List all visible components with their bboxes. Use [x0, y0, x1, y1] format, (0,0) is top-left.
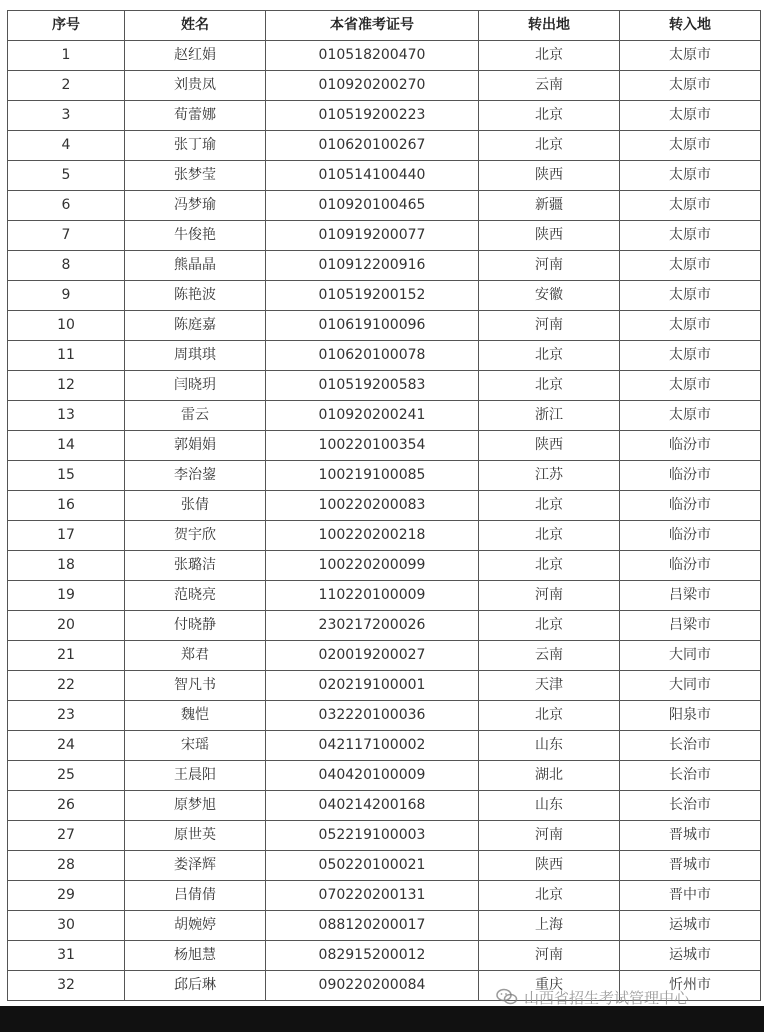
- cell-to: 运城市: [620, 911, 761, 941]
- cell-name: 陈艳波: [125, 281, 266, 311]
- table-row: [8, 491, 761, 521]
- cell-exam-number: 040420100009: [266, 761, 479, 791]
- cell-from: 新疆: [479, 191, 620, 221]
- cell-exam-number: 010919200077: [266, 221, 479, 251]
- cell-exam-number: 100220200099: [266, 551, 479, 581]
- cell-to: 太原市: [620, 311, 761, 341]
- table-row: [8, 311, 761, 341]
- cell-name: 闫晓玥: [125, 371, 266, 401]
- cell-to: 晋中市: [620, 881, 761, 911]
- watermark: [496, 984, 689, 1010]
- cell-name: 郭娟娟: [125, 431, 266, 461]
- cell-from: 云南: [479, 71, 620, 101]
- cell-index: 9: [8, 281, 125, 311]
- cell-from: 北京: [479, 491, 620, 521]
- cell-from: 湖北: [479, 761, 620, 791]
- table-row: [8, 461, 761, 491]
- cell-to: 运城市: [620, 941, 761, 971]
- cell-to: 太原市: [620, 281, 761, 311]
- cell-index: 12: [8, 371, 125, 401]
- cell-exam-number: 100219100085: [266, 461, 479, 491]
- cell-name: 荀蕾娜: [125, 101, 266, 131]
- cell-exam-number: 010920200241: [266, 401, 479, 431]
- cell-from: 河南: [479, 251, 620, 281]
- cell-exam-number: 010519200223: [266, 101, 479, 131]
- table-row: [8, 551, 761, 581]
- cell-from: 陕西: [479, 221, 620, 251]
- table-row: [8, 131, 761, 161]
- cell-to: 大同市: [620, 671, 761, 701]
- table-row: [8, 731, 761, 761]
- cell-to: 晋城市: [620, 851, 761, 881]
- cell-to: 长治市: [620, 761, 761, 791]
- cell-index: 19: [8, 581, 125, 611]
- cell-name: 原世英: [125, 821, 266, 851]
- cell-name: 原梦旭: [125, 791, 266, 821]
- table-row: [8, 611, 761, 641]
- cell-index: 31: [8, 941, 125, 971]
- table-row: [8, 221, 761, 251]
- cell-index: 22: [8, 671, 125, 701]
- cell-name: 吕倩倩: [125, 881, 266, 911]
- cell-name: 郑君: [125, 641, 266, 671]
- cell-exam-number: 032220100036: [266, 701, 479, 731]
- cell-from: 陕西: [479, 851, 620, 881]
- watermark-text: 山西省招生考试管理中心: [524, 988, 690, 1007]
- cell-name: 牛俊艳: [125, 221, 266, 251]
- table-row: [8, 191, 761, 221]
- cell-exam-number: 010912200916: [266, 251, 479, 281]
- cell-name: 魏恺: [125, 701, 266, 731]
- cell-to: 吕梁市: [620, 611, 761, 641]
- cell-index: 7: [8, 221, 125, 251]
- table-row: [8, 41, 761, 71]
- cell-index: 30: [8, 911, 125, 941]
- cell-from: 重庆: [479, 971, 620, 1001]
- cell-index: 13: [8, 401, 125, 431]
- cell-index: 5: [8, 161, 125, 191]
- cell-name: 张丁瑜: [125, 131, 266, 161]
- cell-name: 贺宇欣: [125, 521, 266, 551]
- cell-from: 北京: [479, 701, 620, 731]
- cell-exam-number: 010620100267: [266, 131, 479, 161]
- cell-index: 8: [8, 251, 125, 281]
- cell-name: 娄泽辉: [125, 851, 266, 881]
- cell-exam-number: 042117100002: [266, 731, 479, 761]
- cell-to: 长治市: [620, 731, 761, 761]
- cell-to: 太原市: [620, 161, 761, 191]
- table-row: [8, 881, 761, 911]
- cell-to: 长治市: [620, 791, 761, 821]
- table-row: [8, 791, 761, 821]
- cell-name: 张梦莹: [125, 161, 266, 191]
- table-row: [8, 821, 761, 851]
- cell-name: 邱后琳: [125, 971, 266, 1001]
- cell-from: 北京: [479, 131, 620, 161]
- cell-exam-number: 070220200131: [266, 881, 479, 911]
- cell-index: 4: [8, 131, 125, 161]
- cell-exam-number: 010519200583: [266, 371, 479, 401]
- cell-to: 临汾市: [620, 431, 761, 461]
- cell-name: 胡婉婷: [125, 911, 266, 941]
- cell-to: 临汾市: [620, 551, 761, 581]
- cell-index: 1: [8, 41, 125, 71]
- header-index: 序号: [8, 11, 125, 41]
- wechat-icon: [496, 988, 518, 1006]
- cell-from: 陕西: [479, 431, 620, 461]
- cell-index: 20: [8, 611, 125, 641]
- cell-index: 2: [8, 71, 125, 101]
- cell-from: 北京: [479, 371, 620, 401]
- cell-exam-number: 010518200470: [266, 41, 479, 71]
- table-row: [8, 431, 761, 461]
- cell-to: 太原市: [620, 251, 761, 281]
- cell-index: 23: [8, 701, 125, 731]
- cell-from: 北京: [479, 551, 620, 581]
- cell-index: 29: [8, 881, 125, 911]
- cell-exam-number: 010920100465: [266, 191, 479, 221]
- cell-from: 浙江: [479, 401, 620, 431]
- cell-index: 16: [8, 491, 125, 521]
- cell-to: 大同市: [620, 641, 761, 671]
- cell-index: 6: [8, 191, 125, 221]
- cell-to: 临汾市: [620, 461, 761, 491]
- table-row: [8, 281, 761, 311]
- cell-exam-number: 230217200026: [266, 611, 479, 641]
- cell-index: 14: [8, 431, 125, 461]
- cell-name: 杨旭慧: [125, 941, 266, 971]
- cell-exam-number: 010514100440: [266, 161, 479, 191]
- cell-from: 云南: [479, 641, 620, 671]
- cell-from: 山东: [479, 731, 620, 761]
- table-row: [8, 71, 761, 101]
- cell-from: 北京: [479, 41, 620, 71]
- cell-exam-number: 052219100003: [266, 821, 479, 851]
- cell-name: 张倩: [125, 491, 266, 521]
- cell-exam-number: 020219100001: [266, 671, 479, 701]
- cell-from: 陕西: [479, 161, 620, 191]
- cell-exam-number: 088120200017: [266, 911, 479, 941]
- cell-from: 北京: [479, 521, 620, 551]
- cell-name: 宋瑶: [125, 731, 266, 761]
- table-row: [8, 371, 761, 401]
- cell-to: 太原市: [620, 191, 761, 221]
- cell-exam-number: 110220100009: [266, 581, 479, 611]
- cell-from: 上海: [479, 911, 620, 941]
- table-row: [8, 161, 761, 191]
- cell-to: 临汾市: [620, 521, 761, 551]
- cell-to: 太原市: [620, 101, 761, 131]
- cell-to: 晋城市: [620, 821, 761, 851]
- cell-to: 太原市: [620, 71, 761, 101]
- cell-index: 10: [8, 311, 125, 341]
- table-body: [8, 41, 761, 1001]
- cell-exam-number: 010620100078: [266, 341, 479, 371]
- cell-to: 太原市: [620, 41, 761, 71]
- cell-from: 北京: [479, 881, 620, 911]
- header-to: 转入地: [620, 11, 761, 41]
- table-row: [8, 851, 761, 881]
- cell-index: 17: [8, 521, 125, 551]
- cell-to: 忻州市: [620, 971, 761, 1001]
- cell-from: 河南: [479, 941, 620, 971]
- cell-index: 21: [8, 641, 125, 671]
- cell-exam-number: 040214200168: [266, 791, 479, 821]
- header-name: 姓名: [125, 11, 266, 41]
- table-row: [8, 641, 761, 671]
- cell-exam-number: 050220100021: [266, 851, 479, 881]
- cell-exam-number: 010920200270: [266, 71, 479, 101]
- cell-from: 河南: [479, 821, 620, 851]
- table-header-row: [8, 11, 761, 41]
- cell-index: 3: [8, 101, 125, 131]
- cell-index: 18: [8, 551, 125, 581]
- cell-name: 雷云: [125, 401, 266, 431]
- cell-name: 陈庭嘉: [125, 311, 266, 341]
- cell-to: 太原市: [620, 221, 761, 251]
- cell-from: 河南: [479, 581, 620, 611]
- transfer-roster-table: [7, 10, 761, 1001]
- cell-index: 32: [8, 971, 125, 1001]
- table-row: [8, 911, 761, 941]
- cell-index: 24: [8, 731, 125, 761]
- cell-to: 太原市: [620, 401, 761, 431]
- cell-from: 山东: [479, 791, 620, 821]
- cell-from: 北京: [479, 611, 620, 641]
- cell-exam-number: 100220200218: [266, 521, 479, 551]
- cell-from: 天津: [479, 671, 620, 701]
- cell-exam-number: 082915200012: [266, 941, 479, 971]
- cell-exam-number: 100220200083: [266, 491, 479, 521]
- cell-index: 28: [8, 851, 125, 881]
- cell-from: 北京: [479, 341, 620, 371]
- cell-name: 范晓亮: [125, 581, 266, 611]
- cell-name: 熊晶晶: [125, 251, 266, 281]
- table-row: [8, 581, 761, 611]
- table-row: [8, 941, 761, 971]
- cell-from: 安徽: [479, 281, 620, 311]
- table-row: [8, 101, 761, 131]
- cell-index: 15: [8, 461, 125, 491]
- cell-exam-number: 100220100354: [266, 431, 479, 461]
- cell-to: 太原市: [620, 341, 761, 371]
- table-row: [8, 401, 761, 431]
- cell-name: 付晓静: [125, 611, 266, 641]
- cell-to: 阳泉市: [620, 701, 761, 731]
- cell-from: 江苏: [479, 461, 620, 491]
- header-from: 转出地: [479, 11, 620, 41]
- cell-exam-number: 090220200084: [266, 971, 479, 1001]
- cell-name: 王晨阳: [125, 761, 266, 791]
- cell-name: 张璐洁: [125, 551, 266, 581]
- cell-from: 北京: [479, 101, 620, 131]
- cell-name: 周琪琪: [125, 341, 266, 371]
- cell-name: 智凡书: [125, 671, 266, 701]
- table-row: [8, 341, 761, 371]
- cell-name: 刘贵凤: [125, 71, 266, 101]
- cell-index: 26: [8, 791, 125, 821]
- cell-name: 赵红娟: [125, 41, 266, 71]
- cell-from: 河南: [479, 311, 620, 341]
- table-row: [8, 521, 761, 551]
- table-row: [8, 701, 761, 731]
- cell-to: 太原市: [620, 371, 761, 401]
- cell-to: 临汾市: [620, 491, 761, 521]
- cell-index: 11: [8, 341, 125, 371]
- cell-to: 吕梁市: [620, 581, 761, 611]
- cell-index: 27: [8, 821, 125, 851]
- header-exam-number: 本省准考证号: [266, 11, 479, 41]
- cell-name: 冯梦瑜: [125, 191, 266, 221]
- cell-name: 李治鋆: [125, 461, 266, 491]
- cell-exam-number: 010619100096: [266, 311, 479, 341]
- cell-exam-number: 010519200152: [266, 281, 479, 311]
- table-row: [8, 761, 761, 791]
- table-row: [8, 251, 761, 281]
- cell-index: 25: [8, 761, 125, 791]
- table-row: [8, 671, 761, 701]
- cell-to: 太原市: [620, 131, 761, 161]
- cell-exam-number: 020019200027: [266, 641, 479, 671]
